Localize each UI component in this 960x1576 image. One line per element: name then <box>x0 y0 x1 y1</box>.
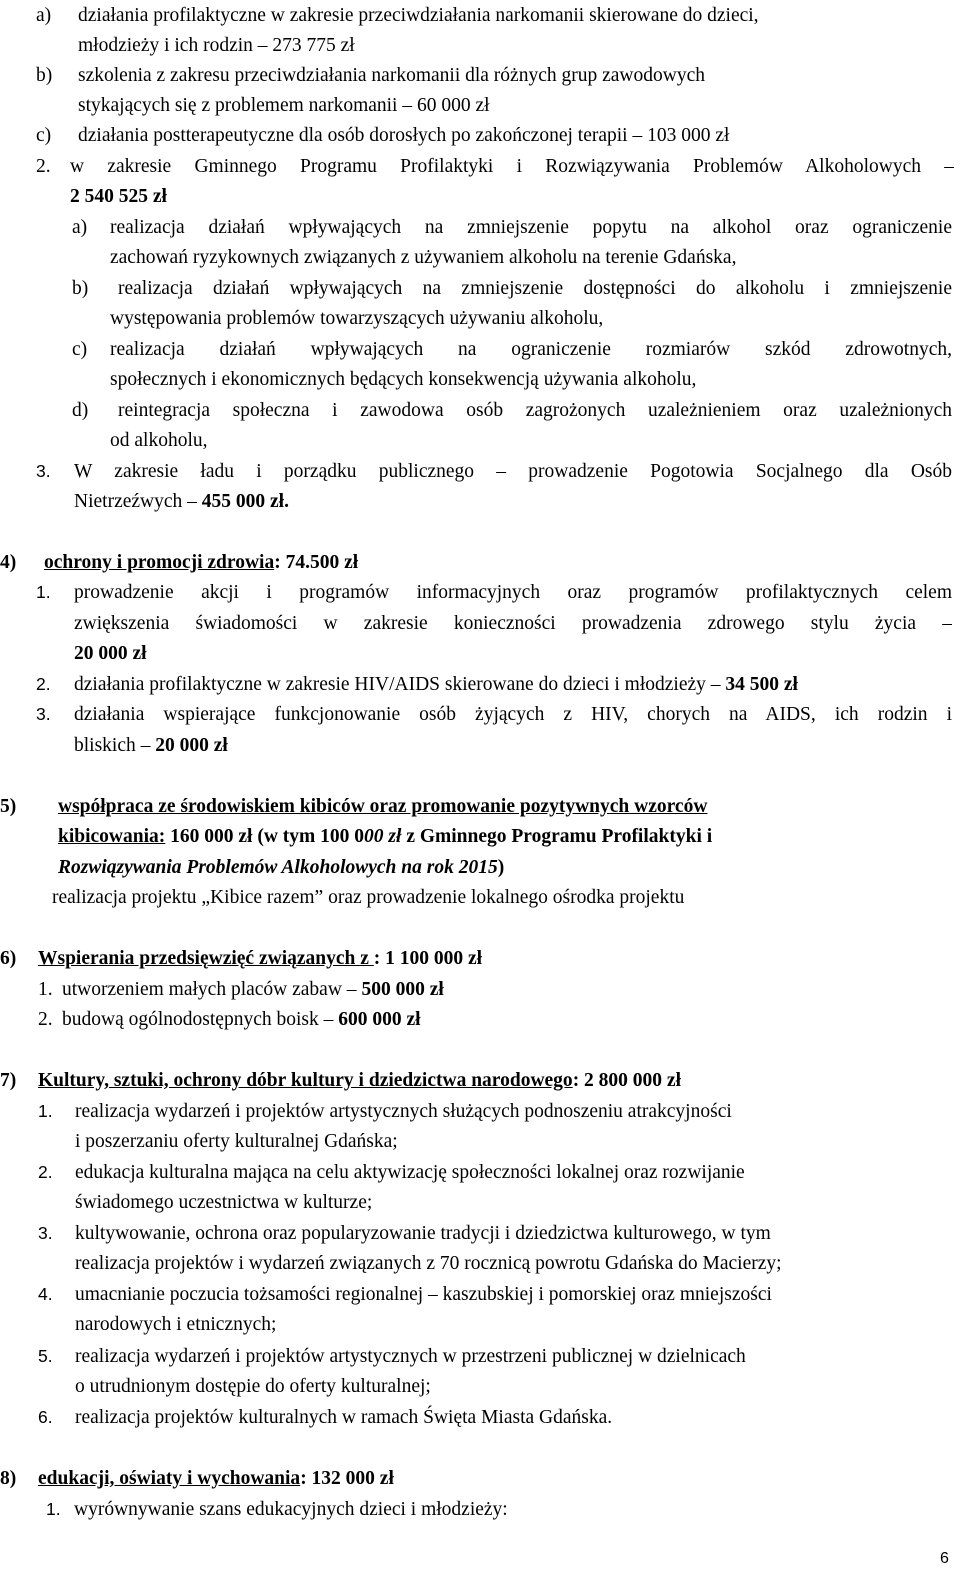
item-text: szkolenia z zakresu przeciwdziałania narkomanii dla różnych grup zawodowych <box>78 65 705 86</box>
item-text: realizacja wydarzeń i projektów artystycznych w przestrzeni publicznej w dzielnicach <box>75 1346 746 1367</box>
list-item-continuation <box>0 425 960 456</box>
list-item <box>0 395 960 426</box>
item-text: występowania problemów towarzyszących używaniu alkoholu, <box>110 308 604 329</box>
section-amount-source: z Gminnego Programu Profilaktyki i <box>401 826 713 847</box>
item-text: działania postterapeutyczne dla osób dorosłych po zakończonej terapii – 103 000 zł <box>78 125 730 146</box>
item-label: 1. <box>46 1499 61 1519</box>
section-amount: : 132 000 zł <box>300 1468 394 1489</box>
section-number: 8) <box>0 1468 17 1489</box>
item-text: realizacja działań wpływających na zmniejszenie popytu na alkohol oraz ograniczenie <box>110 217 952 238</box>
item-text: realizacja działań wpływających na zmniejszenie dostępności do alkoholu i zmniejszenie <box>118 278 952 299</box>
item-amount: 34 500 zł <box>725 674 798 695</box>
section-amount: 160 000 zł (w tym 100 0 <box>165 826 365 847</box>
item-text: młodzieży i ich rodzin – 273 775 zł <box>78 35 355 56</box>
list-item-continuation <box>0 30 960 61</box>
list-item <box>0 151 960 182</box>
item-amount: 500 000 zł <box>361 979 444 1000</box>
page-number: 6 <box>940 1550 949 1567</box>
item-text: działania profilaktyczne w zakresie przeciwdziałania narkomanii skierowane do dzieci, <box>78 5 759 26</box>
list-item-continuation <box>0 364 960 395</box>
item-label: c) <box>36 125 52 146</box>
item-text: od alkoholu, <box>110 430 208 451</box>
list-item <box>0 212 960 243</box>
list-item-continuation <box>0 1126 960 1157</box>
item-label: 3. <box>38 1223 53 1243</box>
item-text: wyrównywanie szans edukacyjnych dzieci i młodzieży: <box>74 1499 508 1520</box>
item-text: zachowań ryzykownych związanych z używaniem alkoholu na terenie Gdańska, <box>110 247 737 268</box>
item-text: umacnianie poczucia tożsamości regionalnej – kaszubskiej i pomorskiej oraz mniejszości <box>75 1284 772 1305</box>
list-item-continuation <box>0 1248 960 1279</box>
item-text: bliskich – <box>74 735 156 756</box>
item-text: realizacja działań wpływających na ograniczenie rozmiarów szkód zdrowotnych, <box>110 339 952 360</box>
item-label: 1. <box>36 582 51 602</box>
program-name: Rozwiązywania Problemów Alkoholowych na rok 2015 <box>58 857 498 878</box>
list-item <box>0 577 960 608</box>
item-label: 4. <box>38 1284 53 1304</box>
item-text: narodowych i etnicznych; <box>75 1314 277 1335</box>
item-text: realizacja projektów kulturalnych w ramach Święta Miasta Gdańska. <box>75 1407 613 1428</box>
closing-paren: ) <box>497 857 505 878</box>
list-item-continuation <box>0 608 960 639</box>
item-label: b) <box>72 278 89 299</box>
item-text: zwiększenia świadomości w zakresie konieczności prowadzenia zdrowego stylu życia – <box>74 613 952 634</box>
item-text: w zakresie Gminnego Programu Profilaktyki i Rozwiązywania Problemów Alkoholowych – <box>70 156 954 177</box>
item-text: Nietrzeźwych – <box>74 491 202 512</box>
item-text: realizacja projektów i wydarzeń związanych z 70 rocznicą powrotu Gdańska do Macierzy; <box>75 1253 782 1274</box>
item-amount: 600 000 zł <box>338 1009 421 1030</box>
item-text: kultywowanie, ochrona oraz popularyzowanie tradycji i dziedzictwa kulturowego, w tym <box>75 1223 771 1244</box>
list-item <box>0 1004 960 1035</box>
item-label: 5. <box>38 1346 53 1366</box>
list-item-continuation <box>0 90 960 121</box>
item-text: W zakresie ładu i porządku publicznego – prowadzenie Pogotowia Socjalnego dla Osób <box>74 461 952 482</box>
list-item <box>0 456 960 487</box>
section-title: Wspierania przedsięwzięć związanych z <box>38 948 374 969</box>
item-amount: 455 000 zł. <box>201 491 289 512</box>
item-amount: 20 000 zł <box>155 735 228 756</box>
item-label: d) <box>72 400 89 421</box>
list-item <box>0 699 960 730</box>
item-text: działania profilaktyczne w zakresie HIV/AIDS skierowane do dzieci i młodzieży – <box>74 674 726 695</box>
list-item-continuation <box>0 730 960 761</box>
description-text: realizacja projektu „Kibice razem” oraz prowadzenie lokalnego ośrodka projektu <box>52 887 685 908</box>
list-item-continuation <box>0 242 960 273</box>
list-item <box>0 1494 960 1525</box>
section-title: ochrony i promocji zdrowia <box>44 552 275 573</box>
section-amount: : 2 800 000 zł <box>572 1070 682 1091</box>
list-item-continuation <box>0 181 960 212</box>
item-label: a) <box>36 5 52 26</box>
list-item-continuation <box>0 1187 960 1218</box>
item-label: 1. <box>38 979 53 1000</box>
item-label: 3. <box>36 461 51 481</box>
section-title: kibicowania: <box>58 826 166 847</box>
section-amount-italic: 00 zł <box>364 826 402 847</box>
list-item <box>0 1402 960 1433</box>
item-text: i poszerzaniu oferty kulturalnej Gdańska; <box>75 1131 398 1152</box>
list-item <box>0 273 960 304</box>
section-number: 4) <box>0 552 17 573</box>
section-title: edukacji, oświaty i wychowania <box>38 1468 301 1489</box>
list-item <box>0 974 960 1005</box>
section-heading-continuation <box>0 821 960 852</box>
section-heading <box>0 943 960 974</box>
item-label: b) <box>36 65 53 86</box>
section-heading <box>0 1463 960 1494</box>
list-item-continuation <box>0 303 960 334</box>
item-text: budową ogólnodostępnych boisk – <box>62 1009 339 1030</box>
list-item <box>0 1218 960 1249</box>
list-item-continuation <box>0 486 960 517</box>
list-item-continuation <box>0 1371 960 1402</box>
item-text: reintegracja społeczna i zawodowa osób zagrożonych uzależnieniem oraz uzależnionych <box>118 400 952 421</box>
list-item <box>0 334 960 365</box>
section-heading <box>0 1065 960 1096</box>
list-item-continuation <box>0 1309 960 1340</box>
item-text: świadomego uczestnictwa w kulturze; <box>75 1192 373 1213</box>
item-label: 3. <box>36 704 51 724</box>
list-item-continuation <box>0 638 960 669</box>
item-text: o utrudnionym dostępie do oferty kulturalnej; <box>75 1376 431 1397</box>
list-item <box>0 1096 960 1127</box>
section-heading-continuation <box>0 852 960 883</box>
section-amount: : 1 100 000 zł <box>373 948 483 969</box>
section-title: Kultury, sztuki, ochrony dóbr kultury i dziedzictwa narodowego <box>38 1070 573 1091</box>
item-label: a) <box>72 217 88 238</box>
item-text: edukacja kulturalna mająca na celu aktywizację społeczności lokalnej oraz rozwijanie <box>75 1162 745 1183</box>
section-description <box>0 882 960 913</box>
list-item <box>0 60 960 91</box>
item-text: utworzeniem małych placów zabaw – <box>62 979 362 1000</box>
item-label: 2. <box>36 156 51 177</box>
item-label: 1. <box>38 1101 53 1121</box>
section-number: 7) <box>0 1070 17 1091</box>
section-title: współpraca ze środowiskiem kibiców oraz promowanie pozytywnych wzorców <box>58 796 708 817</box>
section-amount: : 74.500 zł <box>274 552 359 573</box>
item-amount: 20 000 zł <box>74 643 147 664</box>
section-heading <box>0 791 960 822</box>
section-heading <box>0 547 960 578</box>
item-label: 2. <box>36 674 51 694</box>
list-item <box>0 120 960 151</box>
item-text: stykających się z problemem narkomanii – 60 000 zł <box>78 95 490 116</box>
item-amount: 2 540 525 zł <box>70 186 167 207</box>
list-item <box>0 1157 960 1188</box>
section-number: 5) <box>0 796 17 817</box>
item-label: 6. <box>38 1407 53 1427</box>
item-text: społecznych i ekonomicznych będących konsekwencją używania alkoholu, <box>110 369 697 390</box>
item-text: działania wspierające funkcjonowanie osób żyjących z HIV, chorych na AIDS, ich rodzin i <box>74 704 952 725</box>
list-item <box>0 1341 960 1372</box>
item-label: 2. <box>38 1162 53 1182</box>
list-item <box>0 1279 960 1310</box>
list-item <box>0 669 960 700</box>
section-number: 6) <box>0 948 17 969</box>
item-label: c) <box>72 339 88 360</box>
list-item <box>0 0 960 31</box>
item-label: 2. <box>38 1009 53 1030</box>
item-text: realizacja wydarzeń i projektów artystycznych służących podnoszeniu atrakcyjności <box>75 1101 732 1122</box>
item-text: prowadzenie akcji i programów informacyjnych oraz programów profilaktycznych celem <box>74 582 952 603</box>
